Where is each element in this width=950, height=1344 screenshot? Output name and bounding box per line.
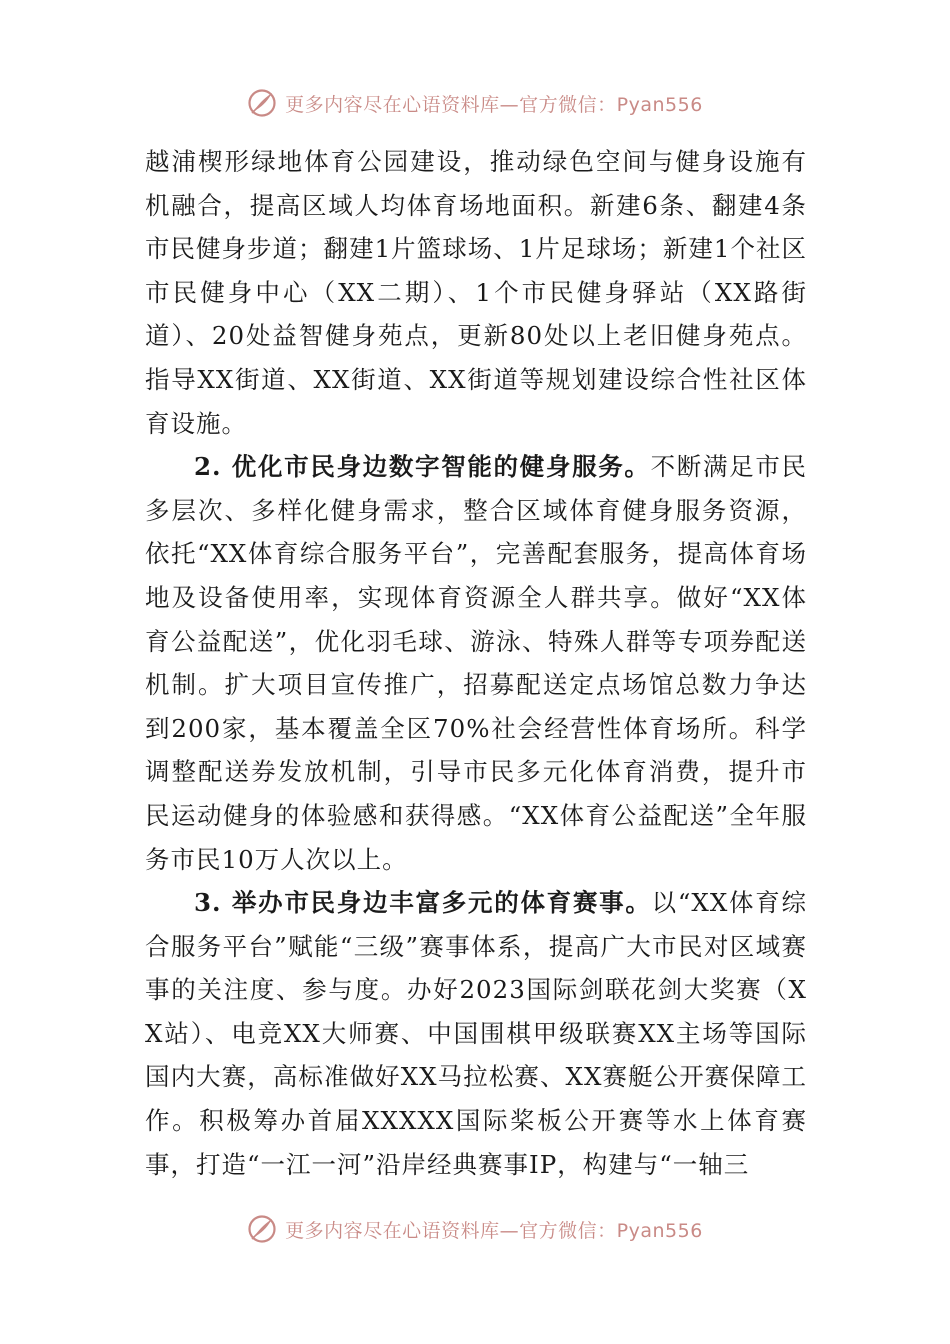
paragraph-3-body: 以“XX体育综合服务平台”赋能“三级”赛事体系，提高广大市民对区域赛事的关注度、参与度。办好2023国际剑联花剑大奖赛（XX站）、电竞XX大师赛、中国围棋甲级联赛XX主场等国际国内大赛，高标准做好XX马拉松赛、XX赛艇公开赛保障工作。积极筹办首届XXXXX国际桨板公开赛等水上体育赛事，打造“一江一河”沿岸经典赛事IP，构建与“一轴三	[145, 888, 807, 1179]
quill-logo-icon	[247, 88, 277, 118]
footer-watermark	[0, 1214, 950, 1244]
watermark-text: 更多内容尽在心语资料库—官方微信：Pyan556	[285, 1219, 703, 1242]
header-watermark	[0, 88, 950, 118]
paragraph-2	[145, 445, 807, 881]
paragraph-3	[145, 881, 807, 1186]
watermark-text: 更多内容尽在心语资料库—官方微信：Pyan556	[285, 93, 703, 116]
paragraph-1	[145, 140, 807, 445]
document-body	[145, 140, 807, 1186]
paragraph-2-heading: 2. 优化市民身边数字智能的健身服务。	[194, 452, 651, 482]
paragraph-2-body: 不断满足市民多层次、多样化健身需求，整合区域体育健身服务资源，依托“XX体育综合服务平台”，完善配套服务，提高体育场地及设备使用率，实现体育资源全人群共享。做好“XX体育公益配送”，优化羽毛球、游泳、特殊人群等专项券配送机制。扩大项目宣传推广，招募配送定点场馆总数力争达到200家，基本覆盖全区70%社会经营性体育场所。科学调整配送券发放机制，引导市民多元化体育消费，提升市民运动健身的体验感和获得感。“XX体育公益配送”全年服务市民10万人次以上。	[145, 452, 808, 874]
paragraph-1-body: 越浦楔形绿地体育公园建设，推动绿色空间与健身设施有机融合，提高区域人均体育场地面积。新建6条、翻建4条市民健身步道；翻建1片篮球场、1片足球场；新建1个社区市民健身中心（XX二期）、1个市民健身驿站（XX路街道）、20处益智健身苑点，更新80处以上老旧健身苑点。指导XX街道、XX街道、XX街道等规划建设综合性社区体育设施。	[145, 147, 807, 438]
paragraph-3-heading: 3. 举办市民身边丰富多元的体育赛事。	[194, 888, 652, 918]
quill-logo-icon	[247, 1214, 277, 1244]
